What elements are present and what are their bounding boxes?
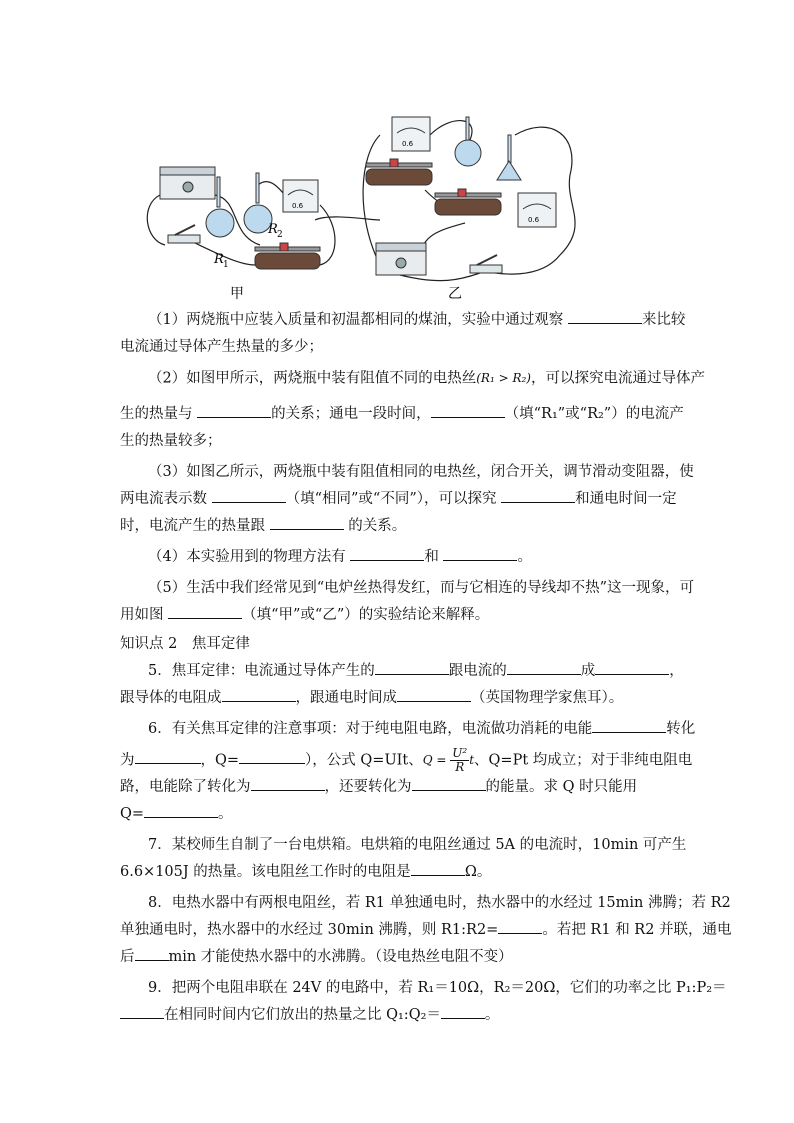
joule-formula: Q = $\frac{\text{U²}}{R}$ t — [422, 745, 475, 774]
experiment-figure — [120, 95, 680, 305]
q3-line3: 时，电流产生的热量跟 的关系。 — [120, 513, 680, 540]
item6-blank-2[interactable] — [135, 749, 201, 764]
item5-blank-3[interactable] — [595, 660, 669, 675]
flask-yi-left — [455, 117, 481, 166]
q3-blank-2[interactable] — [501, 488, 575, 503]
q2-blank-2[interactable] — [431, 403, 505, 418]
q5-line1: （5）生活中我们经常见到“电炉丝热得发红，而与它相连的导线却不热”这一现象，可 — [148, 579, 695, 596]
item9-blank-2[interactable] — [441, 1004, 485, 1019]
q2-line3: 生的热量较多； — [120, 432, 222, 449]
item7-line1: 7．某校师生自制了一台电烘箱。电烘箱的电阻丝通过 5A 的电流时，10min 可产生 — [148, 837, 687, 853]
ammeter-reading-yi-right: 0.6 — [528, 216, 540, 224]
item6-line2: 为 ，Q= ），公式 Q=UIt、Q = $\frac{\text{U²}}{R}$ t、Q=Pt 均成立；对于非纯电阻电 — [120, 745, 693, 774]
rheostat-yi-1 — [366, 159, 432, 185]
q3-blank-1[interactable] — [212, 488, 286, 503]
power-supply-yi — [376, 243, 426, 275]
q1-line2: 电流通过导体产生热量的多少； — [120, 339, 323, 355]
question-block — [120, 307, 732, 1029]
q3-line2: 两电流表示数 （填“相同”或“不同”），可以探究 和通电时间一定 — [120, 486, 680, 513]
item6-blank-4[interactable] — [251, 776, 325, 791]
item6-blank-5[interactable] — [412, 776, 486, 791]
item5-blank-4[interactable] — [222, 687, 296, 702]
q4-blank-2[interactable] — [443, 546, 517, 561]
ammeter-yi-right — [518, 193, 556, 227]
switch-jia — [168, 225, 200, 243]
q5-line2: 用如图 （填“甲”或“乙”）的实验结论来解释。 — [120, 602, 680, 629]
item7-blank[interactable] — [411, 861, 465, 876]
q2-line1: （2）如图甲所示，两烧瓶中装有阻值不同的电热丝(R₁ > R₂)，可以探究电流通过导体产 — [120, 365, 680, 393]
q2-line2: 生的热量与 的关系；通电一段时间， （填“R₁”或“R₂”）的电流产 — [120, 401, 680, 428]
item6-line1: 6．有关焦耳定律的注意事项：对于纯电阻电路，电流做功消耗的电能 转化 — [120, 716, 680, 743]
item6-blank-6[interactable] — [144, 803, 218, 818]
r1-label: R — [214, 252, 224, 267]
q1-line1: （1）两烧瓶中应装入质量和初温都相同的煤油，实验中通过观察 来比较 — [120, 307, 680, 334]
item8-line2: 单独通电时，热水器中的水经过 30min 沸腾，则 R1:R2= 。若把 R1 和 R2 并联，通电 — [120, 917, 680, 944]
item8-blank-2[interactable] — [135, 946, 169, 961]
power-supply-jia — [160, 167, 215, 199]
switch-yi — [470, 255, 502, 273]
ammeter-reading-yi-top: 0.6 — [402, 140, 414, 148]
item7-line2: 6.6×105J 的热量。该电阻丝工作时的电阻是 Ω。 — [120, 859, 680, 886]
item5-blank-5[interactable] — [397, 687, 471, 702]
rheostat-jia — [255, 243, 320, 269]
item5-blank-2[interactable] — [507, 660, 581, 675]
q4-line: （4）本实验用到的物理方法有 和 。 — [120, 544, 680, 571]
flask-yi-right — [497, 135, 521, 180]
figure-label-jia: 甲 — [230, 286, 244, 302]
q4-blank-1[interactable] — [350, 546, 424, 561]
figure-label-yi: 乙 — [448, 286, 462, 302]
item8-line1: 8．电热水器中有两根电阻丝，若 R1 单独通电时，热水器中的水经过 15min 沸腾；若 R2 — [148, 895, 731, 911]
section-title: 知识点 2 焦耳定律 — [120, 635, 250, 652]
rheostat-yi-2 — [435, 189, 501, 215]
q2-blank-1[interactable] — [197, 403, 271, 418]
r2-label: R — [268, 222, 278, 237]
item8-blank-1[interactable] — [498, 919, 542, 934]
r1-sub: 1 — [223, 260, 229, 270]
item5-line2: 跟导体的电阻成 ，跟通电时间成 （英国物理学家焦耳）。 — [120, 685, 680, 712]
item9-line2: 在相同时间内它们放出的热量之比 Q₁:Q₂＝ 。 — [120, 1002, 680, 1029]
item6-line4: Q= 。 — [120, 801, 680, 828]
item6-line3: 路，电能除了转化为 ，还要转化为 的能量。求 Q 时只能用 — [120, 774, 680, 801]
r2-sub: 2 — [277, 230, 283, 240]
item9-blank-1[interactable] — [120, 1004, 164, 1019]
item5-line1: 5．焦耳定律：电流通过导体产生的 跟电流的 成 ， — [120, 658, 680, 685]
q3-line1: （3）如图乙所示，两烧瓶中装有阻值相同的电热丝，闭合开关，调节滑动变阻器，使 — [148, 463, 694, 480]
ammeter-reading-jia: 0.6 — [292, 202, 304, 210]
q2-condition: (R₁ > R₂) — [476, 371, 531, 385]
item5-blank-1[interactable] — [375, 660, 449, 675]
item6-blank-3[interactable] — [239, 749, 305, 764]
item9-line1: 9．把两个电阻串联在 24V 的电路中，若 R₁＝10Ω，R₂＝20Ω，它们的功率之比 P₁:P₂＝ — [148, 980, 727, 996]
q5-blank[interactable] — [168, 604, 242, 619]
q3-blank-3[interactable] — [270, 515, 344, 530]
item8-line3: 后 min 才能使热水器中的水沸腾。（设电热丝电阻不变） — [120, 944, 680, 971]
ammeter-jia — [283, 180, 318, 212]
item6-blank-1[interactable] — [592, 718, 666, 733]
q1-blank[interactable] — [568, 309, 642, 324]
ammeter-yi-top — [392, 117, 430, 151]
